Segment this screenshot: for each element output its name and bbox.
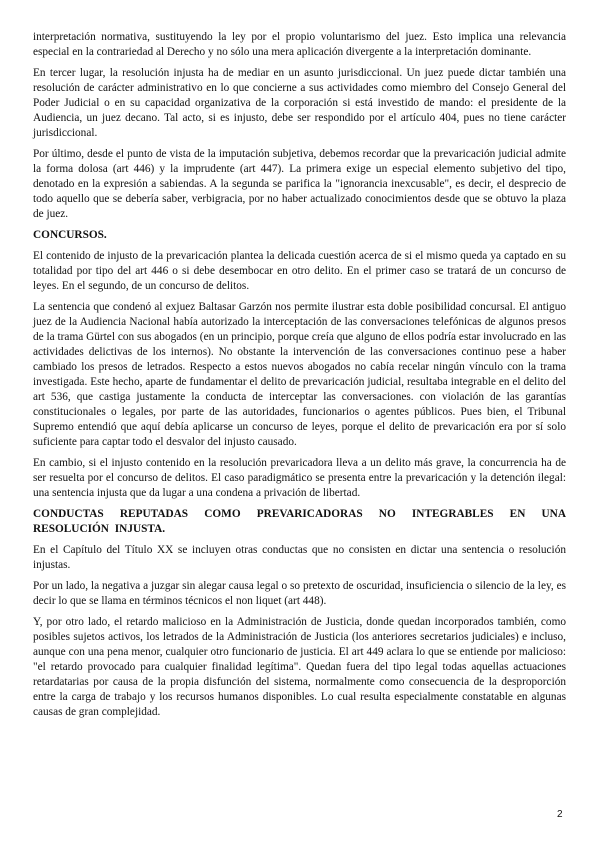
paragraph: En tercer lugar, la resolución injusta ha de mediar en un asunto jurisdiccional. Un juez puede dictar también una resolución de carácter administrativo en lo que concierne a sus actividades como miembro del Consejo General del Poder Judicial o en su capacidad organizativa de la corporación si está investido de mando: el presidente de la Audiencia, un juez decano. Tal acto, si es injusto, debe ser respondido por el artículo 404, pues no tiene carácter jurisdiccional. <box>33 67 566 139</box>
paragraph: En el Capítulo del Título XX se incluyen otras conductas que no consisten en dictar una sentencia o resolución injustas. <box>33 544 566 571</box>
section-heading-conductas: CONDUCTAS REPUTADAS COMO PREVARICADORAS NO INTEGRABLES EN UNA RESOLUCIÓN INJUSTA. <box>33 508 566 535</box>
paragraph: El contenido de injusto de la prevaricación plantea la delicada cuestión acerca de si el mismo queda ya captado en su totalidad por tipo del art 446 o si debe desembocar en otro delito. En el primer caso se tratará de un concurso de leyes. En el segundo, de un concurso de delitos. <box>33 250 566 292</box>
paragraph: Y, por otro lado, el retardo malicioso en la Administración de Justicia, donde quedan incorporados también, como posibles sujetos activos, los letrados de la Administración de Justicia (los anteriores secretarios judiciales) e incluso, aunque con una pena menor, cualquier otro funcionario de justicia. El art 449 aclara lo que se entiende por malicioso: "el retardo provocado para cualquier finalidad legítima". Quedan fuera del tipo legal todas aquellas actuaciones retardatarias por causa de la propia disfunción del sistema, normalmente como consecuencia de la desproporción entre la carga de trabajo y los recursos humanos disponibles. Lo cual resulta especialmente constatable en algunas causas de gran complejidad. <box>33 616 566 718</box>
paragraph: La sentencia que condenó al exjuez Baltasar Garzón nos permite ilustrar esta doble posibilidad concursal. El antiguo juez de la Audiencia Nacional había autorizado la interceptación de las conversaciones telefónicas de algunos presos de la trama Gürtel con sus abogados (en un principio, porque creía que alguno de ellos podría estar involucrado en las actividades delictivas de los internos). No obstante la intervención de las conversaciones continuo pese a haber cambiado los presos de letrados. Respecto a estos nuevos abogados no cabía recelar ningún vínculo con la trama investigada. Este hecho, aparte de fundamentar el delito de prevaricación judicial, resultaba integrable en el delito del art 536, que castiga justamente la conducta de interceptar las conversaciones. con violación de las garantías constitucionales o legales, por parte de las autoridades, funcionarios o agentes públicos. Pues bien, el Tribunal Supremo entendió que aquí debía aplicarse un concurso de leyes, porque el delito de prevaricación era por sí solo suficiente para captar todo el desvalor del injusto causado. <box>33 301 566 448</box>
section-heading-concursos: CONCURSOS. <box>33 229 107 241</box>
paragraph: En cambio, si el injusto contenido en la resolución prevaricadora lleva a un delito más grave, la concurrencia ha de ser resuelta por el concurso de delitos. El caso paradigmático se presenta entre la prevaricación y la detención ilegal: una sentencia injusta que da lugar a una condena a privación de libertad. <box>33 457 566 499</box>
paragraph: Por un lado, la negativa a juzgar sin alegar causa legal o so pretexto de oscuridad, insuficiencia o silencio de la ley, es decir lo que se llama en términos técnicos el non liquet (art 448). <box>33 580 566 607</box>
document-page <box>33 30 566 726</box>
page-number: 2 <box>557 809 563 820</box>
paragraph: interpretación normativa, sustituyendo la ley por el propio voluntarismo del juez. Esto implica una relevancia especial en la contrariedad al Derecho y no sólo una mera aplicación divergente a la interpretación dominante. <box>33 31 566 58</box>
paragraph: Por último, desde el punto de vista de la imputación subjetiva, debemos recordar que la prevaricación judicial admite la forma dolosa (art 446) y la imprudente (art 447). La primera exige un especial elemento subjetivo del tipo, denotado en la expresión a sabiendas. A la segunda se parifica la "ignorancia inexcusable", es decir, el desprecio de todo aquello que se debería saber, verbigracia, por no haber actualizado conocimientos desde que se obtuvo la plaza de juez. <box>33 148 566 220</box>
